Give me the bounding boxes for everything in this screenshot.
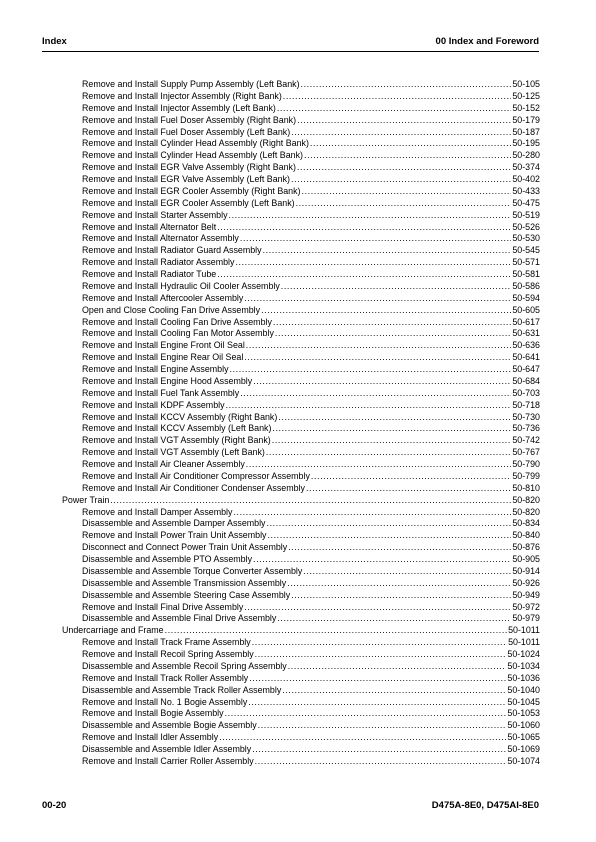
toc-entry[interactable] bbox=[62, 174, 540, 186]
toc-entry-page: 50-152 bbox=[512, 102, 540, 113]
toc-dot-leader bbox=[219, 732, 506, 744]
toc-entry[interactable] bbox=[62, 459, 540, 471]
toc-entry[interactable] bbox=[62, 257, 540, 269]
toc-entry[interactable] bbox=[62, 697, 540, 709]
toc-entry[interactable] bbox=[62, 507, 540, 519]
toc-entry-page: 50-402 bbox=[512, 174, 540, 184]
toc-dot-leader bbox=[304, 150, 511, 162]
toc-entry-page: 50-617 bbox=[512, 316, 540, 327]
toc-dot-leader bbox=[281, 281, 512, 293]
toc-entry[interactable] bbox=[62, 423, 540, 435]
toc-dot-leader bbox=[282, 685, 506, 697]
toc-dot-leader bbox=[230, 364, 512, 376]
toc-entry-title: Remove and Install Fuel Doser Assembly (Left Bank) bbox=[82, 126, 291, 137]
toc-dot-leader bbox=[301, 79, 512, 91]
toc-entry-title: Remove and Install Track Frame Assembly bbox=[82, 637, 251, 648]
toc-entry-title: Remove and Install KCCV Assembly (Left Bank) bbox=[82, 423, 272, 434]
toc-entry-page: 50-736 bbox=[512, 423, 540, 434]
toc-dot-leader bbox=[235, 257, 511, 269]
toc-entry[interactable] bbox=[62, 352, 540, 364]
toc-entry[interactable] bbox=[62, 138, 540, 150]
toc-entry-page: 50-1045 bbox=[507, 696, 540, 707]
footer-page-number: 00-20 bbox=[42, 800, 67, 811]
toc-entry[interactable] bbox=[62, 530, 540, 542]
toc-entry-title: Disassemble and Assemble PTO Assembly bbox=[82, 554, 253, 564]
toc-entry[interactable] bbox=[62, 186, 540, 198]
toc-dot-leader bbox=[273, 317, 511, 329]
toc-entry[interactable] bbox=[62, 162, 540, 174]
toc-entry[interactable] bbox=[62, 376, 540, 388]
toc-entry-title: Remove and Install Track Roller Assembly bbox=[82, 672, 249, 683]
toc-entry-page: 50-1074 bbox=[507, 755, 540, 766]
toc-entry-page: 50-684 bbox=[512, 375, 540, 386]
toc-entry[interactable] bbox=[62, 685, 540, 697]
toc-entry-page: 50-914 bbox=[512, 565, 540, 576]
toc-dot-leader bbox=[306, 483, 511, 495]
toc-entry-title: Remove and Install Aftercooler Assembly bbox=[82, 292, 244, 303]
toc-entry-page: 50-1011 bbox=[508, 625, 540, 636]
toc-entry-title: Remove and Install Engine Rear Oil Seal bbox=[82, 352, 244, 363]
toc-entry-page: 50-571 bbox=[512, 257, 540, 268]
toc-entry-title: Remove and Install Cylinder Head Assembly (Left Bank) bbox=[82, 150, 303, 161]
toc-entry-title: Remove and Install No. 1 Bogie Assembly bbox=[82, 696, 248, 707]
toc-entry-title: Remove and Install Injector Assembly (Right Bank) bbox=[82, 90, 282, 101]
toc-dot-leader bbox=[110, 495, 511, 507]
toc-entry[interactable] bbox=[62, 447, 540, 459]
toc-entry[interactable] bbox=[62, 245, 540, 257]
toc-entry[interactable] bbox=[62, 340, 540, 352]
toc-entry[interactable] bbox=[62, 293, 540, 305]
toc-entry[interactable] bbox=[62, 554, 540, 566]
toc-entry-page: 50-703 bbox=[512, 387, 540, 398]
toc-entry-page: 50-979 bbox=[512, 613, 540, 624]
toc-entry-page: 50-1053 bbox=[507, 708, 540, 719]
toc-dot-leader bbox=[255, 649, 507, 661]
toc-entry[interactable] bbox=[62, 518, 540, 530]
toc-entry[interactable] bbox=[62, 79, 540, 91]
toc-dot-leader bbox=[283, 91, 512, 103]
toc-entry-title: Remove and Install Fuel Doser Assembly (Right Bank) bbox=[82, 114, 297, 125]
toc-entry-title: Remove and Install Starter Assembly bbox=[82, 209, 228, 220]
toc-entry-title: Remove and Install Fuel Tank Assembly bbox=[82, 387, 240, 398]
toc-entry[interactable] bbox=[62, 435, 540, 447]
toc-entry[interactable] bbox=[62, 602, 540, 614]
toc-entry-title: Remove and Install Supply Pump Assembly (Left Bank) bbox=[82, 79, 300, 89]
toc-entry-title: Remove and Install Engine Hood Assembly bbox=[82, 375, 253, 386]
toc-entry-page: 50-187 bbox=[512, 126, 540, 137]
toc-dot-leader bbox=[233, 507, 511, 519]
toc-entry-page: 50-718 bbox=[512, 399, 540, 410]
toc-entry[interactable] bbox=[62, 566, 540, 578]
toc-entry-page: 50-1060 bbox=[507, 720, 540, 731]
toc-entry-title: Remove and Install Cylinder Head Assembly (Right Bank) bbox=[82, 138, 309, 149]
toc-entry-page: 50-125 bbox=[512, 90, 540, 101]
toc-dot-leader bbox=[297, 162, 511, 174]
toc-dot-leader bbox=[240, 388, 511, 400]
toc-dot-leader bbox=[258, 720, 507, 732]
toc-entry-page: 50-1036 bbox=[507, 672, 540, 683]
toc-entry-page: 50-647 bbox=[512, 364, 540, 374]
toc-dot-leader bbox=[277, 103, 512, 115]
toc-entry-title: Remove and Install Hydraulic Oil Cooler Assembly bbox=[82, 280, 280, 291]
toc-dot-leader bbox=[263, 245, 512, 257]
toc-entry-title: Remove and Install Bogie Assembly bbox=[82, 708, 224, 719]
toc-entry-page: 50-1024 bbox=[507, 649, 540, 659]
toc-dot-leader bbox=[275, 328, 511, 340]
toc-entry-page: 50-586 bbox=[512, 280, 540, 291]
toc-entry-title: Remove and Install Alternator Assembly bbox=[82, 233, 239, 244]
toc-entry-title: Disassemble and Assemble Steering Case Assembly bbox=[82, 589, 291, 600]
toc-entry[interactable] bbox=[62, 115, 540, 127]
toc-entry[interactable] bbox=[62, 613, 540, 625]
toc-entry-title: Disassemble and Assemble Track Roller Assembly bbox=[82, 684, 282, 695]
toc-dot-leader bbox=[287, 578, 511, 590]
toc-entry-page: 50-530 bbox=[512, 233, 540, 244]
toc-dot-leader bbox=[217, 222, 511, 234]
toc-entry-title: Remove and Install KDPF Assembly bbox=[82, 399, 225, 410]
toc-entry-page: 50-526 bbox=[512, 221, 540, 232]
toc-entry-page: 50-641 bbox=[512, 352, 540, 363]
toc-entry-title: Remove and Install EGR Cooler Assembly (Left Bank) bbox=[82, 197, 295, 208]
toc-entry[interactable] bbox=[62, 732, 540, 744]
toc-entry-page: 50-840 bbox=[512, 530, 540, 541]
toc-dot-leader bbox=[296, 198, 512, 210]
toc-entry-page: 50-820 bbox=[512, 494, 540, 505]
toc-entry[interactable] bbox=[62, 756, 540, 768]
toc-dot-leader bbox=[249, 673, 506, 685]
toc-entry-title: Remove and Install Recoil Spring Assembly bbox=[82, 649, 254, 659]
toc-dot-leader bbox=[291, 174, 511, 186]
toc-entry[interactable] bbox=[62, 578, 540, 590]
toc-entry-title: Remove and Install Damper Assembly bbox=[82, 506, 233, 517]
toc-entry-title: Remove and Install Injector Assembly (Left Bank) bbox=[82, 102, 276, 113]
toc-dot-leader bbox=[278, 412, 511, 424]
toc-entry-page: 50-1011 bbox=[508, 637, 540, 648]
toc-entry-page: 50-905 bbox=[512, 554, 540, 564]
toc-dot-leader bbox=[255, 756, 507, 768]
footer-model-numbers: D475A-8E0, D475AI-8E0 bbox=[431, 800, 539, 811]
toc-entry-title: Remove and Install KCCV Assembly (Right Bank) bbox=[82, 411, 278, 422]
toc-entry-title: Disassemble and Assemble Final Drive Assembly bbox=[82, 613, 277, 624]
toc-entry[interactable] bbox=[62, 661, 540, 673]
toc-entry-title: Open and Close Cooling Fan Drive Assembly bbox=[82, 304, 261, 315]
header-chapter-title: 00 Index and Foreword bbox=[435, 36, 539, 47]
toc-dot-leader bbox=[165, 625, 507, 637]
toc-entry-page: 50-475 bbox=[512, 197, 540, 208]
toc-entry-title: Remove and Install Radiator Tube bbox=[82, 269, 217, 279]
toc-entry-page: 50-1040 bbox=[507, 684, 540, 695]
toc-entry-page: 50-810 bbox=[512, 482, 540, 493]
toc-entry[interactable] bbox=[62, 673, 540, 685]
toc-entry-page: 50-374 bbox=[512, 162, 540, 173]
toc-entry[interactable] bbox=[62, 317, 540, 329]
toc-entry-page: 50-767 bbox=[512, 447, 540, 458]
toc-entry-title: Remove and Install Alternator Belt bbox=[82, 221, 217, 232]
toc-entry-title: Disconnect and Connect Power Train Unit Assembly bbox=[82, 542, 288, 553]
toc-entry-title: Disassemble and Assemble Idler Assembly bbox=[82, 744, 252, 754]
toc-entry-page: 50-631 bbox=[512, 328, 540, 339]
toc-entry-title: Remove and Install Air Conditioner Condenser Assembly bbox=[82, 482, 305, 493]
toc-entry-title: Remove and Install VGT Assembly (Right Bank) bbox=[82, 435, 271, 446]
toc-entry-title: Power Train bbox=[62, 494, 110, 505]
toc-entry-title: Disassemble and Assemble Recoil Spring Assembly bbox=[82, 660, 287, 671]
toc-entry-page: 50-790 bbox=[512, 459, 540, 469]
toc-entry[interactable] bbox=[62, 483, 540, 495]
toc-entry-title: Remove and Install Engine Front Oil Seal bbox=[82, 340, 245, 351]
toc-entry[interactable] bbox=[62, 649, 540, 661]
toc-entry-title: Remove and Install Power Train Unit Assembly bbox=[82, 530, 267, 541]
toc-dot-leader bbox=[277, 613, 511, 625]
toc-entry-title: Remove and Install Cooling Fan Motor Assembly bbox=[82, 328, 274, 339]
toc-entry[interactable] bbox=[62, 720, 540, 732]
toc-entry-page: 50-195 bbox=[512, 138, 540, 149]
toc-entry-page: 50-834 bbox=[512, 518, 540, 529]
toc-section-entry[interactable] bbox=[62, 495, 540, 507]
toc-dot-leader bbox=[261, 305, 511, 317]
toc-dot-leader bbox=[244, 602, 511, 614]
toc-entry[interactable] bbox=[62, 103, 540, 115]
toc-dot-leader bbox=[253, 376, 511, 388]
toc-entry[interactable] bbox=[62, 269, 540, 281]
page-header bbox=[42, 36, 539, 50]
toc-entry-title: Disassemble and Assemble Bogie Assembly bbox=[82, 720, 257, 731]
toc-entry-title: Remove and Install VGT Assembly (Left Bank) bbox=[82, 447, 265, 458]
toc-entry[interactable] bbox=[62, 198, 540, 210]
toc-entry-title: Remove and Install EGR Valve Assembly (Left Bank) bbox=[82, 174, 290, 184]
toc-entry-title: Remove and Install Radiator Assembly bbox=[82, 257, 235, 268]
toc-entry-title: Disassemble and Assemble Damper Assembly bbox=[82, 518, 266, 529]
toc-dot-leader bbox=[246, 459, 512, 471]
toc-dot-leader bbox=[240, 233, 511, 245]
toc-entry-page: 50-820 bbox=[512, 506, 540, 517]
toc-entry-page: 50-594 bbox=[512, 292, 540, 303]
toc-dot-leader bbox=[297, 115, 511, 127]
toc-entry[interactable] bbox=[62, 305, 540, 317]
toc-dot-leader bbox=[272, 435, 512, 447]
toc-entry-page: 50-105 bbox=[512, 79, 540, 89]
toc-entry[interactable] bbox=[62, 744, 540, 756]
toc-dot-leader bbox=[252, 637, 507, 649]
toc-entry[interactable] bbox=[62, 542, 540, 554]
toc-dot-leader bbox=[311, 471, 511, 483]
toc-dot-leader bbox=[291, 590, 511, 602]
toc-dot-leader bbox=[267, 530, 511, 542]
toc-entry[interactable] bbox=[62, 388, 540, 400]
toc-dot-leader bbox=[288, 542, 511, 554]
toc-dot-leader bbox=[303, 566, 511, 578]
toc-entry-title: Disassemble and Assemble Transmission Assembly bbox=[82, 577, 287, 588]
toc-entry-title: Undercarriage and Frame bbox=[62, 625, 164, 636]
toc-entry-page: 50-799 bbox=[512, 470, 540, 481]
toc-entry[interactable] bbox=[62, 412, 540, 424]
toc-entry[interactable] bbox=[62, 127, 540, 139]
toc-dot-leader bbox=[253, 554, 511, 566]
toc-section-entry[interactable] bbox=[62, 625, 540, 637]
toc-entry-page: 50-1034 bbox=[507, 660, 540, 671]
toc-entry-title: Remove and Install Air Cleaner Assembly bbox=[82, 459, 245, 469]
table-of-contents bbox=[62, 79, 540, 768]
toc-dot-leader bbox=[246, 340, 512, 352]
toc-entry-title: Remove and Install Carrier Roller Assembly bbox=[82, 755, 254, 766]
toc-dot-leader bbox=[226, 400, 512, 412]
toc-entry[interactable] bbox=[62, 91, 540, 103]
toc-dot-leader bbox=[267, 518, 512, 530]
toc-entry-page: 50-742 bbox=[512, 435, 540, 446]
toc-entry[interactable] bbox=[62, 400, 540, 412]
toc-entry-title: Remove and Install Engine Assembly bbox=[82, 364, 229, 374]
toc-dot-leader bbox=[244, 352, 511, 364]
toc-entry-title: Remove and Install Final Drive Assembly bbox=[82, 601, 244, 612]
toc-entry-page: 50-581 bbox=[512, 269, 540, 279]
toc-dot-leader bbox=[302, 186, 512, 198]
toc-entry[interactable] bbox=[62, 150, 540, 162]
toc-dot-leader bbox=[248, 697, 506, 709]
toc-entry-page: 50-636 bbox=[512, 340, 540, 351]
toc-entry-title: Remove and Install Cooling Fan Drive Assembly bbox=[82, 316, 272, 327]
toc-entry-title: Remove and Install EGR Cooler Assembly (Right Bank) bbox=[82, 185, 301, 196]
toc-dot-leader bbox=[288, 661, 507, 673]
toc-entry-page: 50-926 bbox=[512, 577, 540, 588]
header-section-title: Index bbox=[42, 36, 67, 47]
toc-entry-title: Remove and Install EGR Valve Assembly (Right Bank) bbox=[82, 162, 296, 173]
toc-entry-page: 50-433 bbox=[512, 185, 540, 196]
toc-entry[interactable] bbox=[62, 364, 540, 376]
toc-dot-leader bbox=[272, 423, 511, 435]
toc-dot-leader bbox=[310, 138, 511, 150]
toc-entry-title: Remove and Install Idler Assembly bbox=[82, 732, 219, 743]
toc-dot-leader bbox=[244, 293, 511, 305]
toc-entry-page: 50-519 bbox=[512, 209, 540, 220]
toc-entry-page: 50-1065 bbox=[507, 732, 540, 743]
toc-entry-page: 50-876 bbox=[512, 542, 540, 553]
toc-entry[interactable] bbox=[62, 637, 540, 649]
toc-entry-page: 50-179 bbox=[512, 114, 540, 125]
toc-dot-leader bbox=[217, 269, 511, 281]
toc-entry-title: Remove and Install Air Conditioner Compressor Assembly bbox=[82, 470, 310, 481]
toc-entry-page: 50-605 bbox=[512, 304, 540, 315]
toc-dot-leader bbox=[266, 447, 512, 459]
toc-entry-page: 50-545 bbox=[512, 245, 540, 256]
toc-entry-page: 50-949 bbox=[512, 589, 540, 600]
toc-entry[interactable] bbox=[62, 708, 540, 720]
toc-dot-leader bbox=[225, 708, 507, 720]
toc-entry[interactable] bbox=[62, 210, 540, 222]
toc-dot-leader bbox=[229, 210, 512, 222]
toc-entry[interactable] bbox=[62, 222, 540, 234]
toc-entry-page: 50-730 bbox=[512, 411, 540, 422]
toc-entry[interactable] bbox=[62, 471, 540, 483]
toc-entry-page: 50-1069 bbox=[507, 744, 540, 754]
toc-entry[interactable] bbox=[62, 233, 540, 245]
header-divider bbox=[42, 51, 539, 52]
toc-entry-title: Remove and Install Radiator Guard Assembly bbox=[82, 245, 262, 256]
toc-dot-leader bbox=[291, 127, 511, 139]
toc-entry-page: 50-280 bbox=[512, 150, 540, 161]
toc-dot-leader bbox=[252, 744, 506, 756]
toc-entry[interactable] bbox=[62, 281, 540, 293]
toc-entry[interactable] bbox=[62, 590, 540, 602]
toc-entry-page: 50-972 bbox=[512, 601, 540, 612]
toc-entry[interactable] bbox=[62, 328, 540, 340]
toc-entry-title: Disassemble and Assemble Torque Converter Assembly bbox=[82, 565, 303, 576]
